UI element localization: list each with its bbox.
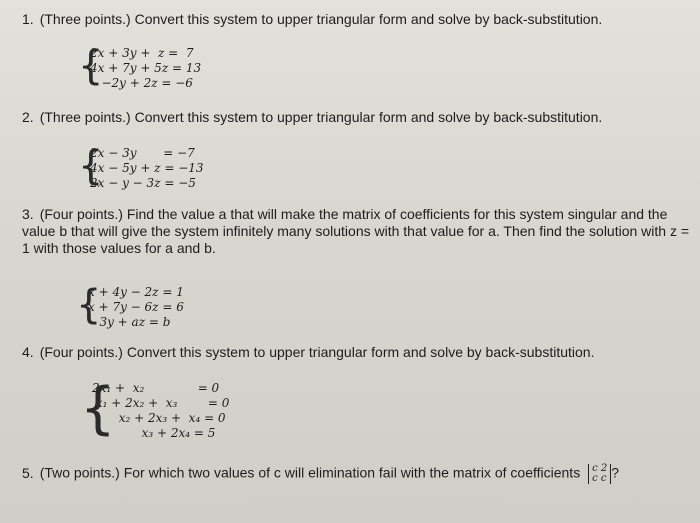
equation: x₃ + 2x₄ = 5 [92, 426, 216, 440]
matrix-row: c c [592, 473, 607, 484]
problem-1 [22, 11, 692, 28]
equation: 3y + az = b [88, 315, 171, 329]
coefficient-matrix [588, 464, 611, 484]
equation: x₁ + 2x₂ + x₃ = 0 [92, 396, 230, 410]
equation: 2x₁ + x₂ = 0 [92, 381, 220, 395]
equation-system-3 [76, 282, 184, 330]
equation-system-2 [78, 143, 204, 191]
problem-number: 4. [22, 344, 34, 360]
left-brace: { [78, 43, 104, 89]
problem-2 [22, 109, 692, 126]
problem-text: (Three points.) Convert this system to upper triangular form and solve by back-substitution. [39, 11, 603, 27]
equation: x + 7y − 6z = 6 [88, 300, 184, 314]
problem-number: 5. [22, 464, 34, 481]
problem-text: (Four points.) Find the value a that will make the matrix of coefficients for this system singular and the value b that will give the system infinitely many solutions with that value for a. Then find the solution with z = 1 with those values for a and b. [22, 206, 690, 256]
equation: 4x − 5y + z = −13 [90, 161, 204, 175]
problem-text: (Two points.) For which two values of c will elimination fail with the matrix of coefficients [39, 464, 581, 481]
problem-number: 2. [22, 109, 34, 125]
equation: 2x + 3y + z = 7 [90, 46, 194, 60]
question-mark: ? [611, 464, 620, 481]
problem-text: (Three points.) Convert this system to upper triangular form and solve by back-substitution. [39, 109, 603, 125]
equation: 2x − y − 3z = −5 [90, 176, 196, 190]
left-brace: { [78, 143, 104, 189]
equation: 4x + 7y + 5z = 13 [90, 61, 202, 75]
problem-number: 1. [22, 11, 34, 27]
equation: x₂ + 2x₃ + x₄ = 0 [92, 411, 226, 425]
equation-system-4 [80, 376, 230, 441]
equation: −2y + 2z = −6 [90, 76, 193, 90]
problem-4 [22, 344, 692, 361]
left-brace: { [80, 376, 116, 441]
problem-5 [22, 464, 692, 484]
matrix-row: c 2 [592, 463, 608, 474]
left-brace: { [76, 282, 102, 328]
equation-system-1 [78, 43, 202, 91]
problem-number: 3. [22, 206, 34, 222]
equation: 2x − 3y = −7 [90, 146, 195, 160]
equation: x + 4y − 2z = 1 [88, 285, 184, 299]
problem-3 [22, 206, 692, 257]
problem-text: (Four points.) Convert this system to upper triangular form and solve by back-substitution. [39, 344, 595, 360]
